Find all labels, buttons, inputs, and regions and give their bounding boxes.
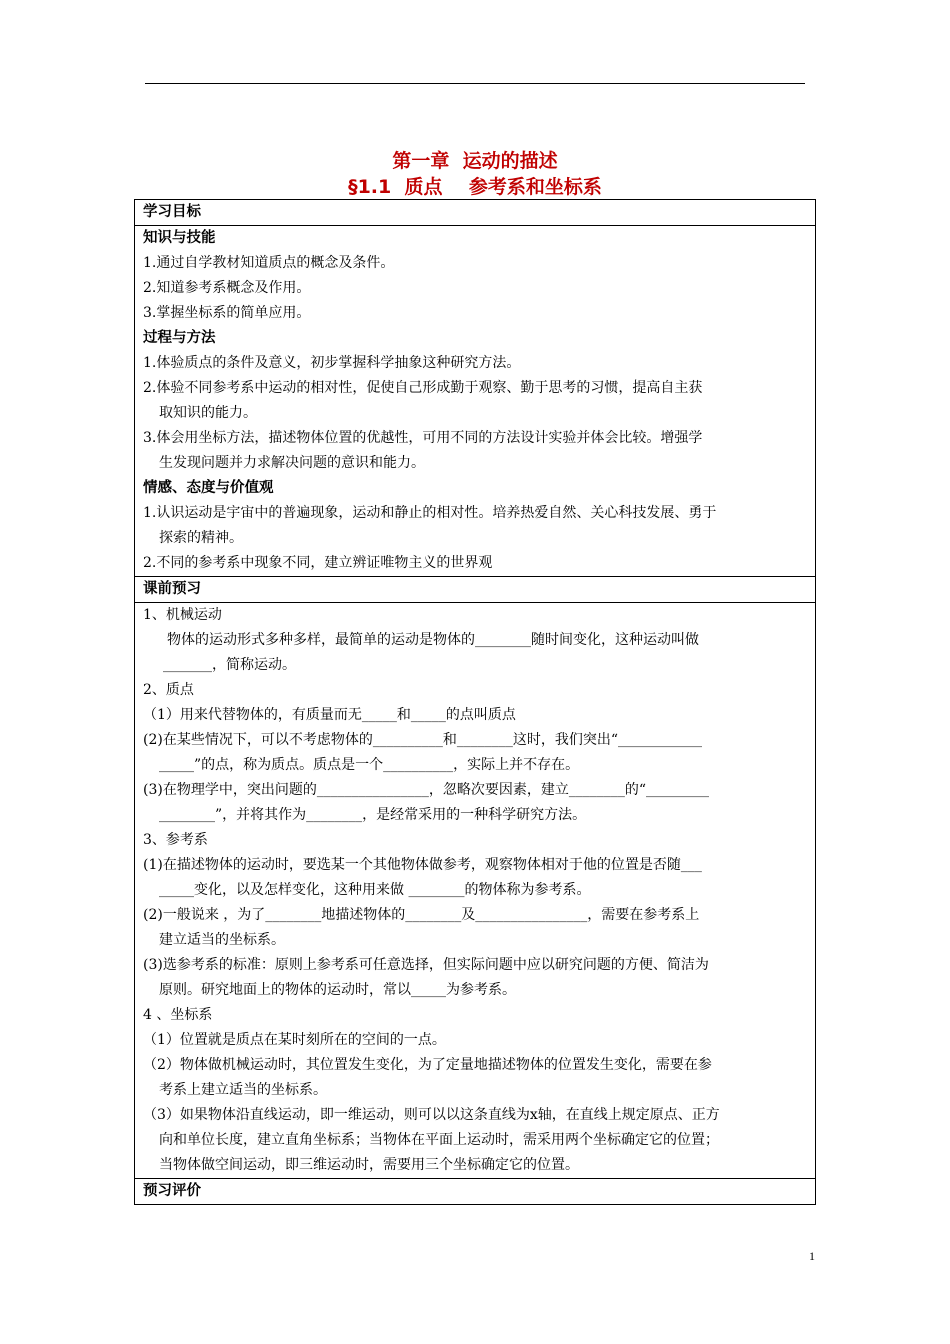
attitude-item-cont: 探索的精神。 [159, 530, 243, 546]
header-rule [145, 83, 805, 84]
attitude-item: 2.不同的参考系中现象不同，建立辨证唯物主义的世界观 [143, 555, 493, 571]
chapter-title: 第一章 运动的描述 [392, 150, 558, 172]
evaluation-header: 预习评价 [135, 1179, 816, 1205]
knowledge-item: 2.知道参考系概念及作用。 [143, 280, 311, 296]
knowledge-item: 1.通过自学教材知道质点的概念及条件。 [143, 255, 395, 271]
preview-line: (1)在描述物体的运动时，要选某一个其他物体做参考，观察物体相对于他的位置是否随___ [143, 857, 702, 873]
preview-line: (3)在物理学中，突出问题的________________，忽略次要因素，建立________的“_________ [143, 782, 709, 798]
preview-line: 3、参考系 [143, 832, 208, 848]
attitude-title: 情感、态度与价值观 [143, 480, 274, 496]
preview-line: 4 、坐标系 [143, 1007, 213, 1023]
goals-cell [135, 226, 816, 577]
preview-header: 课前预习 [135, 577, 816, 603]
preview-line: _____变化，以及怎样变化，这种用来做 ________的物体称为参考系。 [159, 882, 591, 898]
process-item-cont: 取知识的能力。 [159, 405, 257, 421]
knowledge-item: 3.掌握坐标系的简单应用。 [143, 305, 311, 321]
preview-line: (2)在某些情况下，可以不考虑物体的__________和________这时，我们突出“____________ [143, 732, 702, 748]
preview-line: 原则。研究地面上的物体的运动时，常以_____为参考系。 [159, 982, 516, 998]
preview-line: （2）物体做机械运动时，其位置发生变化，为了定量地描述物体的位置发生变化，需要在参 [143, 1057, 712, 1073]
preview-line: ________”，并将其作为________，是经常采用的一种科学研究方法。 [159, 807, 587, 823]
process-item: 1.体验质点的条件及意义，初步掌握科学抽象这种研究方法。 [143, 355, 521, 371]
preview-line: 物体的运动形式多种多样，最简单的运动是物体的________随时间变化，这种运动叫做 [167, 632, 699, 648]
page-number: 1 [809, 1249, 815, 1263]
process-title: 过程与方法 [143, 330, 216, 346]
goals-header: 学习目标 [135, 200, 816, 226]
preview-cell [135, 603, 816, 1179]
preview-line: （1）用来代替物体的，有质量而无_____和_____的点叫质点 [143, 707, 516, 723]
process-item: 2.体验不同参考系中运动的相对性，促使自己形成勤于观察、勤于思考的习惯，提高自主获 [143, 380, 703, 396]
preview-line: _______，简称运动。 [163, 657, 296, 673]
section-title: §1.1 质点 参考系和坐标系 [348, 176, 602, 198]
process-item-cont: 生发现问题并力求解决问题的意识和能力。 [159, 455, 425, 471]
preview-line: 向和单位长度，建立直角坐标系；当物体在平面上运动时，需采用两个坐标确定它的位置； [159, 1132, 719, 1148]
knowledge-title: 知识与技能 [143, 230, 216, 246]
preview-line: 当物体做空间运动，即三维运动时，需要用三个坐标确定它的位置。 [159, 1157, 579, 1173]
lesson-table [134, 199, 816, 1205]
process-item: 3.体会用坐标方法，描述物体位置的优越性，可用不同的方法设计实验并体会比较。增强学 [143, 430, 703, 446]
preview-line: 考系上建立适当的坐标系。 [159, 1082, 327, 1098]
attitude-item: 1.认识运动是宇宙中的普遍现象，运动和静止的相对性。培养热爱自然、关心科技发展、勇于 [143, 505, 717, 521]
preview-line: (3)选参考系的标准：原则上参考系可任意选择，但实际问题中应以研究问题的方便、简洁为 [143, 957, 709, 973]
preview-line: _____”的点，称为质点。质点是一个__________，实际上并不存在。 [159, 757, 580, 773]
preview-line: (2)一般说来 ，为了________地描述物体的________及________________，需要在参考系上 [143, 907, 700, 923]
preview-line: （1）位置就是质点在某时刻所在的空间的一点。 [143, 1032, 446, 1048]
preview-line: 1、机械运动 [143, 607, 222, 623]
preview-line: （3）如果物体沿直线运动，即一维运动，则可以以这条直线为x轴，在直线上规定原点、正方 [143, 1107, 720, 1123]
preview-line: 2、质点 [143, 682, 194, 698]
preview-line: 建立适当的坐标系。 [159, 932, 285, 948]
